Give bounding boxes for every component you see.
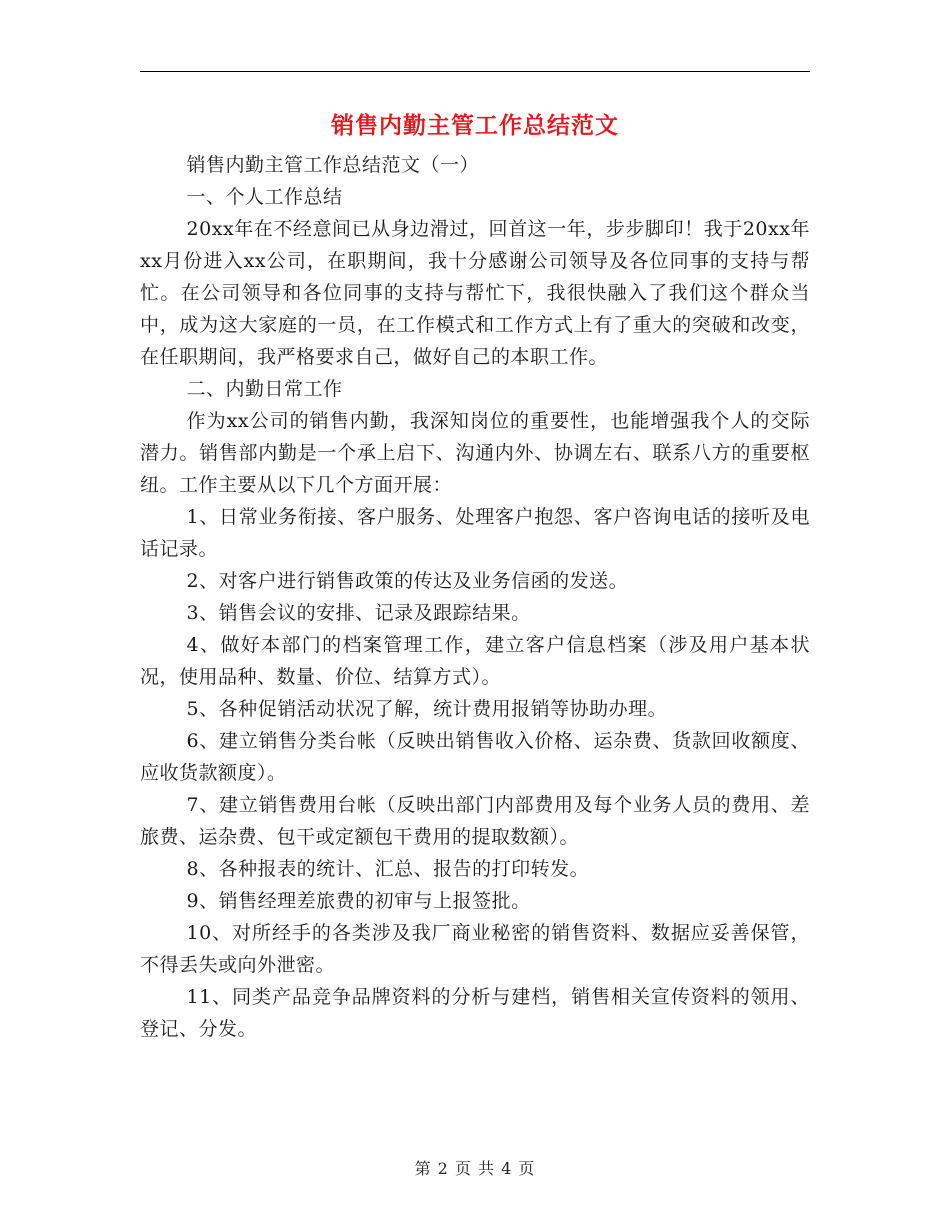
list-item-8: 8、各种报表的统计、汇总、报告的打印转发。 <box>186 858 590 880</box>
list-item-6: 6、建立销售分类台帐（反映出销售收入价格、运杂费、货款回收额度、应收货款额度）。 <box>140 730 810 784</box>
list-item-10: 10、对所经手的各类涉及我厂商业秘密的销售资料、数据应妥善保管，不得丢失或向外泄密。 <box>140 922 810 976</box>
list-item-4: 4、做好本部门的档案管理工作，建立客户信息档案（涉及用户基本状况，使用品种、数量、价位、结算方式）。 <box>140 634 810 688</box>
list-item-2: 2、对客户进行销售政策的传达及业务信函的发送。 <box>186 570 629 592</box>
list-item-7: 7、建立销售费用台帐（反映出部门内部费用及每个业务人员的费用、差旅费、运杂费、包干或定额包干费用的提取数额）。 <box>140 794 810 848</box>
document-body <box>140 149 810 1045</box>
document-title: 销售内勤主管工作总结范文 <box>331 112 619 139</box>
section-heading-personal-summary: 一、个人工作总结 <box>186 186 343 208</box>
paragraph-personal-summary: 20xx年在不经意间已从身边滑过，回首这一年，步步脚印！我于20xx年xx月份进入xx公司，在职期间，我十分感谢公司领导及各位同事的支持与帮忙。在公司领导和各位同事的支持与帮忙下，我很快融入了我们这个群众当中，成为这大家庭的一员，在工作模式和工作方式上有了重大的突破和改变，在任职期间，我严格要求自己，做好自己的本职工作。 <box>140 218 810 368</box>
page-number-footer: 第 2 页 共 4 页 <box>414 1159 536 1178</box>
list-item-3: 3、销售会议的安排、记录及跟踪结果。 <box>186 602 531 624</box>
header-rule <box>140 71 810 72</box>
list-item-11: 11、同类产品竞争品牌资料的分析与建档，销售相关宣传资料的领用、登记、分发。 <box>140 986 810 1040</box>
list-item-1: 1、日常业务衔接、客户服务、处理客户抱怨、客户咨询电话的接听及电话记录。 <box>140 506 810 560</box>
section-heading-daily-work: 二、内勤日常工作 <box>186 378 343 400</box>
paragraph-subtitle: 销售内勤主管工作总结范文（一） <box>186 154 480 176</box>
list-item-5: 5、各种促销活动状况了解，统计费用报销等协助办理。 <box>186 698 668 720</box>
paragraph-daily-work-intro: 作为xx公司的销售内勤，我深知岗位的重要性，也能增强我个人的交际潜力。销售部内勤是一个承上启下、沟通内外、协调左右、联系八方的重要枢纽。工作主要从以下几个方面开展： <box>140 410 810 496</box>
list-item-9: 9、销售经理差旅费的初审与上报签批。 <box>186 890 531 912</box>
